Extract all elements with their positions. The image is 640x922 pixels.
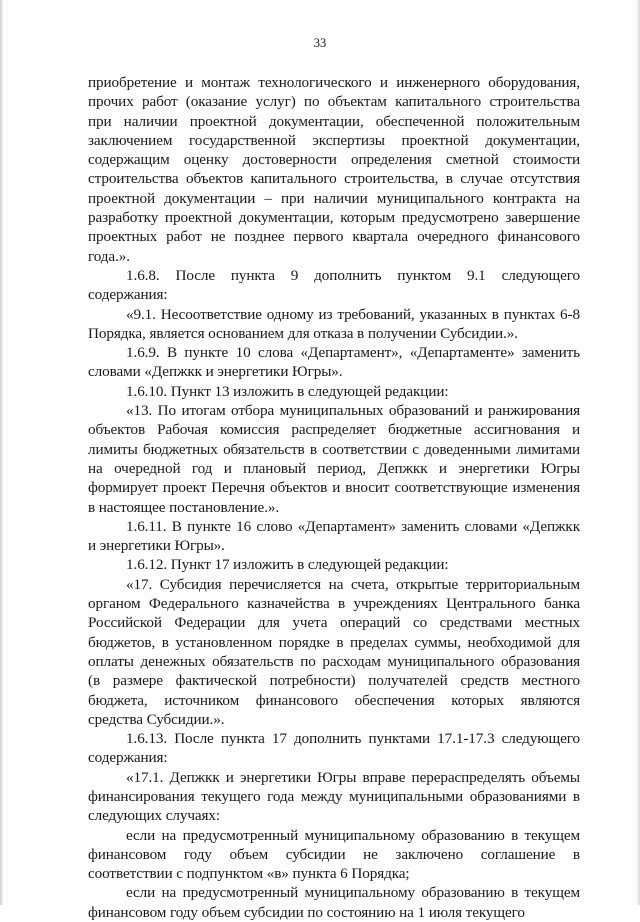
text-line: оплаты денежных обязательств по расходам муниципального образования [88,652,580,670]
paragraph-p13 [88,883,580,922]
text-line: следующих случаях: [88,807,221,825]
text-line: финансовом году объем субсидии не заключено соглашение в [88,845,580,863]
text-line: 1.6.9. В пункте 10 слова «Департамент», «Департаменте» заменить [126,344,580,362]
text-line: «9.1. Несоответствие одному из требований, указанных в пунктах 6-8 [126,305,580,323]
text-line: финансирования текущего года между муниципальными образованиями в [88,787,580,805]
text-line: соответствии с подпунктом «в» пункта 6 Порядка; [88,865,410,883]
paragraph-p9 [88,575,580,729]
text-line: лимиты бюджетных обязательств в соответствии с доведенными лимитами [88,440,580,458]
text-line: в настоящее постановление.». [88,498,280,516]
paragraph-p7 [88,517,580,556]
text-line: словами «Депжкк и энергетики Югры». [88,363,343,381]
paragraph-p8 [88,555,580,574]
text-line: содержания: [88,286,168,304]
text-line: прочих работ (оказание услуг) по объектам капитального строительства [88,93,580,111]
document-body [88,73,580,922]
text-line: 1.6.11. В пункте 16 слово «Департамент» заменить словами «Депжкк [126,517,580,535]
text-line: финансовом году объем субсидии по состоянию на 1 июля текущего [88,903,525,921]
paragraph-p1 [88,73,580,266]
text-line: разработку проектной документации, которым предусмотрено завершение [88,209,580,227]
paragraph-p3 [88,305,580,344]
text-line: 1.6.12. Пункт 17 изложить в следующей редакции: [126,556,449,574]
text-line: содержания: [88,749,168,767]
text-line: средства Субсидии.». [88,710,225,728]
text-line: «17.1. Депжкк и энергетики Югры вправе перераспределять объемы [126,768,580,786]
text-line: 1.6.8. После пункта 9 дополнить пунктом 9.1 следующего [126,266,580,284]
text-line: содержащим оценку достоверности определения сметной стоимости [88,151,580,169]
text-line: «13. По итогам отбора муниципальных образований и ранжирования [126,402,580,420]
scan-edge-left [0,0,3,905]
paragraph-p12 [88,826,580,884]
text-line: на очередной год и плановый период, Депжкк и энергетики Югры [88,459,580,477]
text-line: формирует проект Перечня объектов и вносит соответствующие изменения [88,479,580,497]
text-line: проектной документации – при наличии муниципального контракта на [88,189,580,207]
text-line: если на предусмотренный муниципальному образованию в текущем [126,884,580,902]
text-line: бюджета, источником финансового обеспечения которых являются [88,691,580,709]
text-line: 1.6.10. Пункт 13 изложить в следующей редакции: [126,382,449,400]
text-line: органом Федерального казначейства в учреждениях Центрального банка [88,595,580,613]
paragraph-p4 [88,343,580,382]
paragraph-p5 [88,382,580,401]
text-line: приобретение и монтаж технологического и инженерного оборудования, [88,74,580,91]
text-line: Порядка, является основанием для отказа в получении Субсидии.». [88,324,518,342]
text-line: и энергетики Югры». [88,537,225,555]
paragraph-p10 [88,729,580,768]
paragraph-p6 [88,401,580,517]
text-line: «17. Субсидия перечисляется на счета, открытые территориальным [126,575,580,593]
text-line: строительства объектов капитального строительства, в случае отсутствия [88,170,580,188]
page-number: 33 [313,36,327,50]
text-line: заключением государственной экспертизы проектной документации, [88,131,580,149]
paragraph-p2 [88,266,580,305]
text-line: при наличии проектной документации, обеспеченной положительным [88,112,580,130]
text-line: года.». [88,247,130,265]
text-line: бюджетов, в установленном порядке в пределах суммы, необходимой для [88,633,580,651]
text-line: если на предусмотренный муниципальному образованию в текущем [126,826,580,844]
text-line: Российской Федерации для учета операций со средствами местных [88,614,580,632]
paragraph-p11 [88,768,580,826]
text-line: 1.6.13. После пункта 17 дополнить пунктами 17.1-17.3 следующего [126,730,580,748]
text-line: проектных работ не позднее первого квартала очередного финансового [88,228,580,246]
text-line: объектов Рабочая комиссия распределяет бюджетные ассигнования и [88,421,580,439]
text-line: (в размере фактической потребности) получателей средств местного [88,672,580,690]
